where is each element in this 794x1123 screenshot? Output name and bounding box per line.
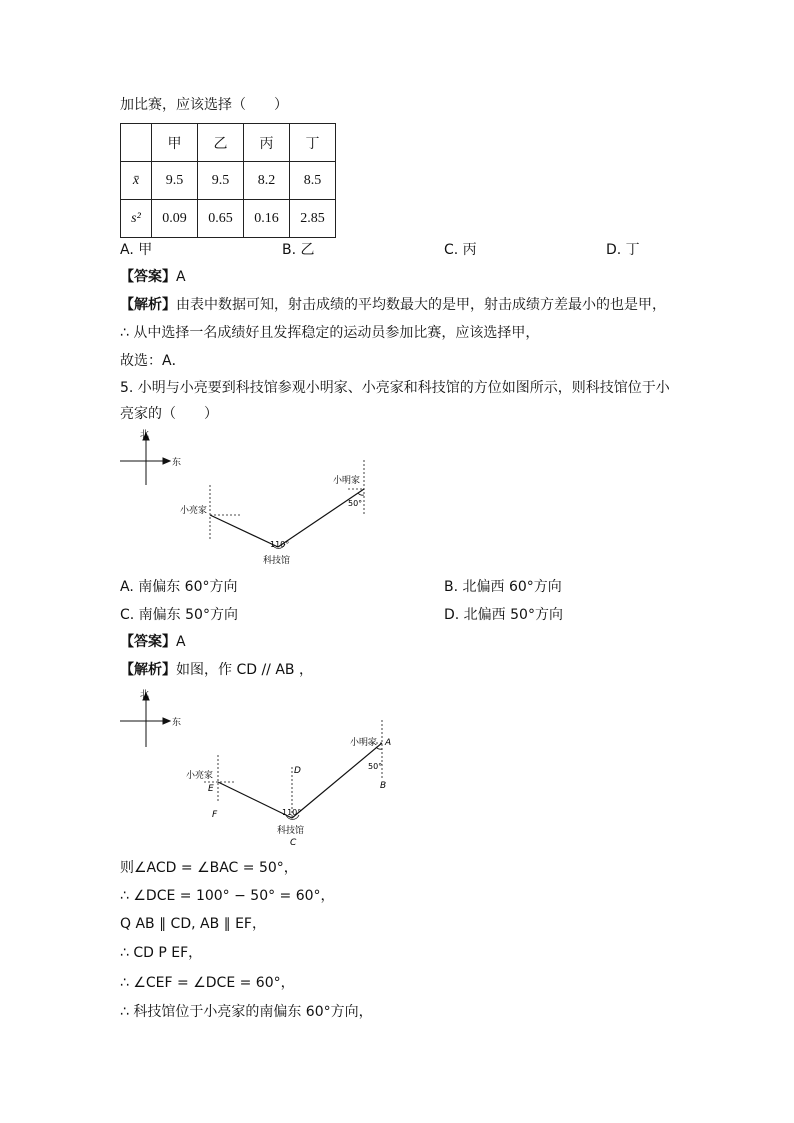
- point-a-label: A: [385, 738, 392, 748]
- north-label: 北: [140, 690, 150, 700]
- q4-option-d: D. 丁: [606, 242, 640, 258]
- table-header: 甲: [152, 124, 198, 162]
- path-line-right: [278, 489, 364, 547]
- q5-answer: [120, 632, 186, 652]
- compass-icon: [120, 693, 170, 747]
- q4-analysis-3: 故选：A．: [120, 353, 186, 369]
- table-cell: 0.09: [152, 200, 198, 238]
- compass-icon: [120, 433, 170, 485]
- table-cell: 8.2: [244, 162, 290, 200]
- east-label: 东: [172, 458, 182, 468]
- answer-value: A: [176, 634, 186, 650]
- q4-option-c: C. 丙: [444, 242, 477, 258]
- variance-label: s²: [121, 200, 152, 238]
- xiaoliang-label: 小亮家: [180, 506, 208, 516]
- table-header: 丁: [290, 124, 336, 162]
- q5-step-6: ∴ 科技馆位于小亮家的南偏东 60°方向，: [120, 1004, 373, 1020]
- table-header: 乙: [198, 124, 244, 162]
- q4-stem-tail: 加比赛，应该选择（ ）: [120, 97, 288, 113]
- point-e-label: E: [208, 784, 214, 794]
- angle-50-label: 50°: [348, 499, 363, 508]
- q5-option-b: B. 北偏西 60°方向: [444, 579, 562, 595]
- answer-value: A: [176, 269, 186, 285]
- q5-stem-line2: 亮家的（ ）: [120, 406, 218, 422]
- path-line-left: [218, 782, 292, 818]
- answer-label: 【答案】: [120, 634, 176, 650]
- q4-analysis-1: [120, 295, 666, 315]
- table-corner: [121, 124, 152, 162]
- xiaoming-label: 小明家: [333, 476, 361, 486]
- q5-analysis-intro: [120, 660, 313, 680]
- table-cell: 9.5: [152, 162, 198, 200]
- table-cell: 0.65: [198, 200, 244, 238]
- q5-option-a: A. 南偏东 60°方向: [120, 579, 238, 595]
- q4-option-b: B. 乙: [282, 242, 315, 258]
- analysis-label: 【解析】: [120, 297, 176, 313]
- point-c-label: C: [290, 838, 297, 848]
- angle-110-label: 110°: [270, 540, 290, 549]
- table-cell: 2.85: [290, 200, 336, 238]
- q5-option-c: C. 南偏东 50°方向: [120, 607, 238, 623]
- xiaoliang-label: 小亮家: [186, 771, 214, 781]
- table-cell: 0.16: [244, 200, 290, 238]
- path-line-right: [292, 743, 382, 818]
- angle-50-label: 50°: [368, 762, 383, 771]
- mean-label: x̄: [121, 162, 152, 200]
- q5-step-3: Q AB ∥ CD, AB ∥ EF，: [120, 916, 266, 932]
- analysis-text: 如图，作 CD // AB ，: [176, 662, 313, 678]
- q5-step-5: ∴ ∠CEF = ∠DCE = 60°，: [120, 975, 295, 991]
- museum-label: 科技馆: [277, 826, 305, 836]
- north-label: 北: [140, 430, 150, 440]
- q5-step-2: ∴ ∠DCE = 100° − 50° = 60°，: [120, 888, 335, 904]
- direction-figure: [110, 425, 390, 575]
- table-row: [121, 200, 336, 238]
- q5-stem-line1: 5. 小明与小亮要到科技馆参观小明家、小亮家和科技馆的方位如图所示，则科技馆位于小: [120, 380, 670, 396]
- xiaoming-label: 小明家: [350, 738, 378, 748]
- direction-figure-annotated: [110, 685, 400, 850]
- q4-analysis-2: ∴ 从中选择一名成绩好且发挥稳定的运动员参加比赛，应该选择甲，: [120, 325, 540, 341]
- table-row: [121, 162, 336, 200]
- q4-option-a: A. 甲: [120, 242, 153, 258]
- q5-step-4: ∴ CD P EF，: [120, 945, 203, 961]
- table-cell: 9.5: [198, 162, 244, 200]
- point-f-label: F: [212, 810, 218, 820]
- answer-label: 【答案】: [120, 269, 176, 285]
- table-header: 丙: [244, 124, 290, 162]
- museum-label: 科技馆: [263, 556, 291, 566]
- east-label: 东: [172, 718, 182, 728]
- point-d-label: D: [294, 766, 301, 776]
- q4-answer: [120, 267, 186, 287]
- table-row: [121, 124, 336, 162]
- point-b-label: B: [380, 781, 387, 791]
- stats-table: [120, 123, 336, 238]
- analysis-text: 由表中数据可知，射击成绩的平均数最大的是甲，射击成绩方差最小的也是甲，: [176, 297, 666, 313]
- table-cell: 8.5: [290, 162, 336, 200]
- q5-step-1: 则∠ACD = ∠BAC = 50°，: [120, 860, 298, 876]
- analysis-label: 【解析】: [120, 662, 176, 678]
- angle-110-label: 110°: [282, 808, 302, 817]
- path-line-left: [210, 515, 278, 547]
- q5-option-d: D. 北偏西 50°方向: [444, 607, 563, 623]
